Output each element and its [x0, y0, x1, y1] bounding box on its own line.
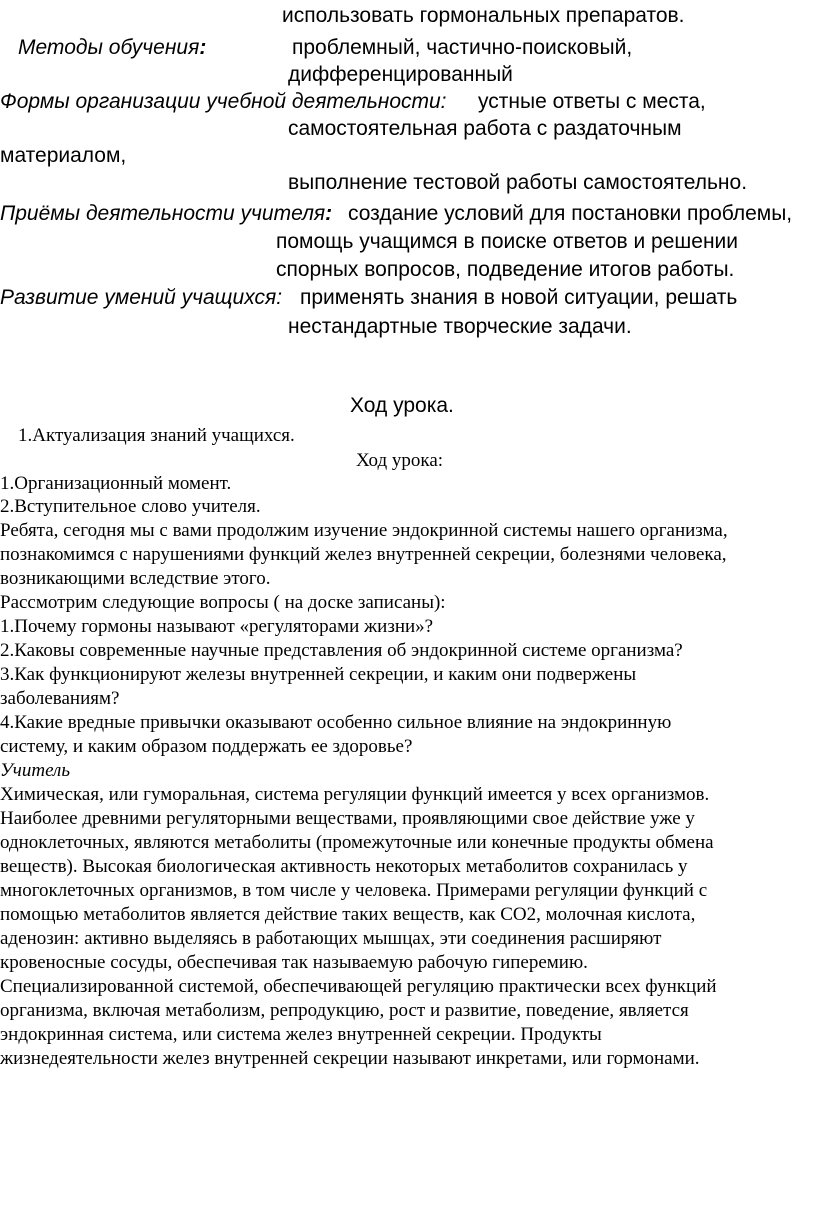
techniques-colon: :	[325, 202, 333, 225]
methods-row	[18, 37, 206, 58]
techniques-value-1: создание условий для постановки проблемы,	[348, 202, 793, 225]
questions-intro: Рассмотрим следующие вопросы ( на доске записаны):	[0, 592, 446, 613]
forms-value-2: самостоятельная работа с раздаточным	[288, 117, 682, 140]
skills-label: Развитие умений учащихся:	[0, 286, 283, 309]
methods-label: Методы обучения	[18, 36, 200, 59]
teacher-text-line: Наиболее древними регуляторными веществами, проявляющими свое действие уже у	[0, 808, 695, 829]
intro-line: познакомимся с нарушениями функций желез внутренней секреции, болезнями человека,	[0, 544, 727, 565]
teacher-text-line: кровеносные сосуды, обеспечивая так называемую рабочую гиперемию.	[0, 952, 588, 973]
step-1: 1.Организационный момент.	[0, 473, 232, 494]
lesson-title: Ход урока.	[350, 394, 454, 417]
techniques-value-2: помощь учащимся в поиске ответов и решении	[276, 230, 738, 253]
teacher-text-line: Специализированной системой, обеспечивающей регуляцию практически всех функций	[0, 976, 717, 997]
teacher-text-line: организма, включая метаболизм, репродукцию, рост и развитие, поведение, является	[0, 1000, 689, 1021]
techniques-row	[0, 203, 332, 224]
methods-colon: :	[199, 36, 207, 59]
question-line: заболеваниям?	[0, 688, 120, 709]
teacher-text-line: многоклеточных организмов, в том числе у человека. Примерами регуляции функций с	[0, 880, 708, 901]
teacher-text-line: жизнедеятельности желез внутренней секреции называют инкретами, или гормонами.	[0, 1048, 700, 1069]
question-line: 3.Как функционируют железы внутренней секреции, и каким они подвержены	[0, 664, 637, 685]
intro-line: возникающими вследствие этого.	[0, 568, 271, 589]
hormones-line: использовать гормональных препаратов.	[282, 4, 685, 27]
teacher-label: Учитель	[0, 760, 70, 781]
methods-value-2: дифференцированный	[288, 63, 513, 86]
methods-value-1: проблемный, частично-поисковый,	[292, 36, 633, 59]
teacher-text-line: помощью метаболитов является действие таких веществ, как СО2, молочная кислота,	[0, 904, 696, 925]
techniques-value-3: спорных вопросов, подведение итогов работы.	[276, 258, 735, 281]
teacher-text-line: одноклеточных, являются метаболиты (промежуточные или конечные продукты обмена	[0, 832, 714, 853]
skills-value-1: применять знания в новой ситуации, решать	[300, 286, 738, 309]
question-line: 1.Почему гормоны называют «регуляторами жизни»?	[0, 616, 434, 637]
step-2: 2.Вступительное слово учителя.	[0, 496, 261, 517]
teacher-text-line: веществ). Высокая биологическая активность некоторых метаболитов сохранилась у	[0, 856, 688, 877]
forms-value-4: выполнение тестовой работы самостоятельно.	[288, 171, 748, 194]
forms-label: Формы организации учебной деятельности:	[0, 90, 447, 113]
teacher-text-line: аденозин: активно выделяясь в работающих мышцах, эти соединения расширяют	[0, 928, 662, 949]
question-line: систему, и каким образом поддержать ее здоровье?	[0, 736, 413, 757]
intro-line: Ребята, сегодня мы с вами продолжим изучение эндокринной системы нашего организма,	[0, 520, 728, 541]
lesson-subtitle: Ход урока:	[356, 450, 444, 471]
question-line: 2.Каковы современные научные представления об эндокринной системе организма?	[0, 640, 683, 661]
forms-value-3: материалом,	[0, 144, 127, 167]
teacher-text-line: эндокринная система, или система желез внутренней секреции. Продукты	[0, 1024, 602, 1045]
actualization-item: 1.Актуализация знаний учащихся.	[18, 425, 295, 446]
forms-value-1: устные ответы с места,	[478, 90, 706, 113]
skills-value-2: нестандартные творческие задачи.	[288, 315, 632, 338]
techniques-label: Приёмы деятельности учителя	[0, 202, 326, 225]
teacher-text-line: Химическая, или гуморальная, система регуляции функций имеется у всех организмов.	[0, 784, 710, 805]
question-line: 4.Какие вредные привычки оказывают особенно сильное влияние на эндокринную	[0, 712, 672, 733]
